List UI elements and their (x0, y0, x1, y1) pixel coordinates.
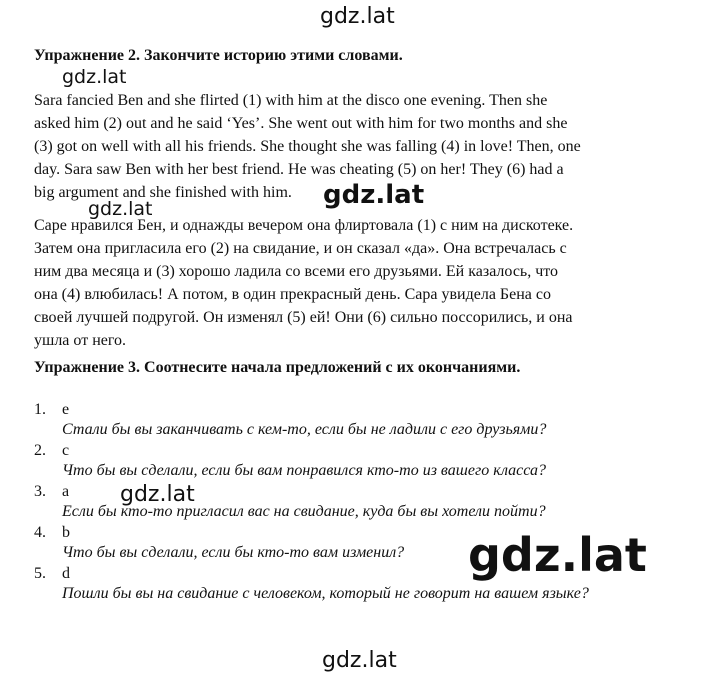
answer-translation: Пошли бы вы на свидание с человеком, который не говорит на вашем языке? (62, 585, 589, 602)
list-item (34, 400, 674, 440)
answer-number: 3. (34, 483, 46, 500)
russian-line: Саре нравился Бен, и однажды вечером она флиртовала (1) с ним на дискотеке. (34, 217, 574, 234)
russian-line: она (4) влюбилась! А потом, в один прекрасный день. Сара увидела Бена со (34, 286, 551, 303)
answer-number: 4. (34, 524, 46, 541)
russian-line: ушла от него. (34, 332, 127, 349)
english-line: asked him (2) out and he said ‘Yes’. She went out with him for two months and she (34, 115, 568, 132)
russian-line: своей лучшей подругой. Он изменял (5) ей! Они (6) сильно поссорились, и она (34, 309, 573, 326)
answer-letter: c (62, 442, 70, 459)
english-line: big argument and she finished with him. (34, 184, 292, 201)
answer-letter: a (62, 483, 70, 500)
answer-translation: Что бы вы сделали, если бы кто-то вам изменил? (62, 544, 405, 561)
answer-translation: Что бы вы сделали, если бы вам понравился кто-то из вашего класса? (62, 462, 546, 479)
russian-line: ним два месяца и (3) хорошо ладила со всеми его друзьями. Ей казалось, что (34, 263, 559, 280)
answer-translation: Если бы кто-то пригласил вас на свидание, куда бы вы хотели пойти? (62, 503, 546, 520)
answer-translation: Стали бы вы заканчивать с кем-то, если бы не ладили с его друзьями? (62, 421, 547, 438)
watermark: gdz.lat (120, 482, 195, 507)
answer-letter: d (62, 565, 70, 582)
exercise-2-heading: Упражнение 2. Закончите историю этими словами. (34, 47, 403, 64)
answer-number: 2. (34, 442, 46, 459)
english-line: day. Sara saw Ben with her best friend. He was cheating (5) on her! They (6) had a (34, 161, 564, 178)
answer-number: 1. (34, 401, 46, 418)
watermark: gdz.lat (320, 4, 395, 29)
watermark: gdz.lat (88, 198, 153, 220)
exercise-2-russian-text (34, 214, 654, 352)
watermark: gdz.lat (468, 528, 647, 582)
list-item (34, 441, 674, 481)
watermark: gdz.lat (323, 180, 425, 210)
watermark: gdz.lat (322, 648, 397, 673)
russian-line: Затем она пригласила его (2) на свидание, и он сказал «да». Она встречалась с (34, 240, 567, 257)
watermark: gdz.lat (62, 66, 127, 88)
exercise-3-heading: Упражнение 3. Соотнесите начала предложений с их окончаниями. (34, 359, 521, 376)
english-line: (3) got on well with all his friends. She thought she was falling (4) in love! Then, one (34, 138, 581, 155)
answer-letter: b (62, 524, 70, 541)
answer-letter: e (62, 401, 70, 418)
english-line: Sara fancied Ben and she flirted (1) with him at the disco one evening. Then she (34, 92, 548, 109)
answer-number: 5. (34, 565, 46, 582)
